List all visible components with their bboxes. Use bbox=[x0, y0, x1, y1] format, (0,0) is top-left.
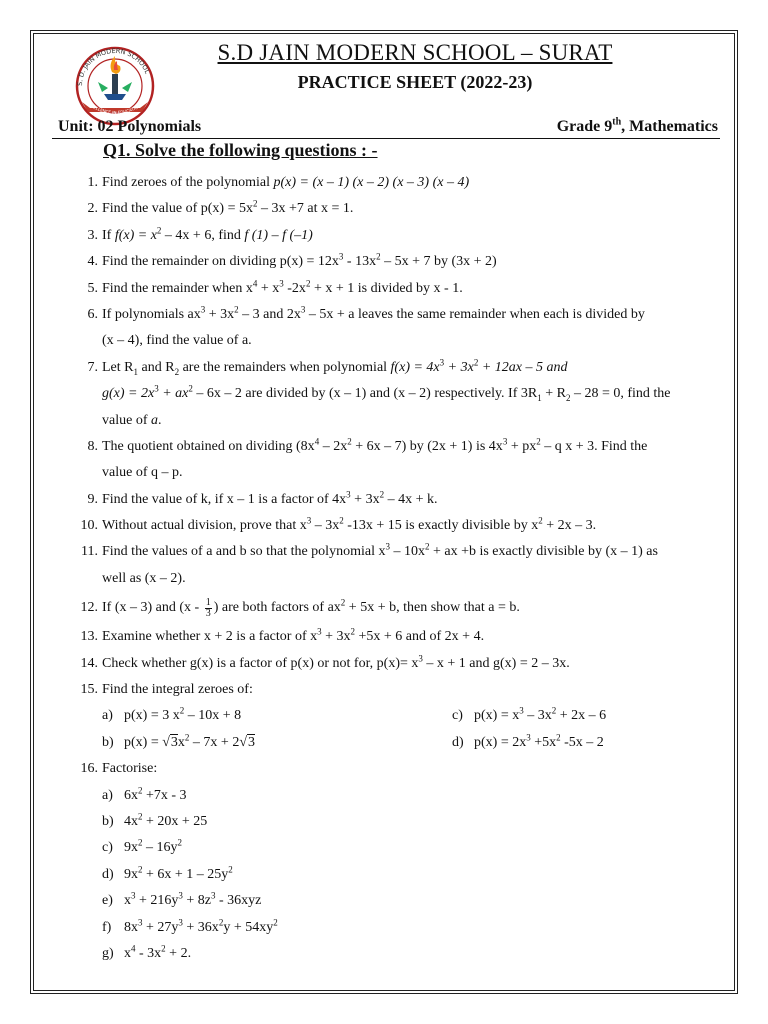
question-7: 7. Let $R_1$ and $R_2$ are the remainders when polynomial $f(x) = 4x^3 + 3x^2 + 12ax - 5$ and bbox=[87, 357, 568, 377]
question-6: 6. If polynomials $ax^3 + 3x^2 - 3$ and $2x^3 - 5x + a$ leaves the same remainder when each is divided by bbox=[87, 304, 645, 322]
question-16-c: c) $9x^2 - 16y^2$ bbox=[102, 837, 182, 856]
sheet-title: PRACTICE SHEET (2022-23) bbox=[297, 72, 533, 92]
school-logo bbox=[68, 42, 162, 128]
question-15-row-ac: a) p(x) = 3 $x^2 - 10x + 8$ c) $p(x) = x^3 - 3x^2 + 2x - 6$ bbox=[102, 705, 607, 724]
question-11: 11. Find the values of a and b so that the polynomial $x^3 - 10x^2$ + ax +b is exactly divisible by (x – 1) as bbox=[81, 541, 658, 560]
question-11-cont: well as (x – 2). bbox=[102, 570, 186, 586]
question-15-row-bd: b) $p(x) = √3x^2 - 7x + 2√3$ d) $p(x) = 2x^3 +5x^2$ -5x – 2 bbox=[102, 732, 604, 750]
grade-label: Grade 9th, Mathematics bbox=[556, 116, 718, 135]
question-16-f: f) $8x^3 + 27y^3 + 36x^2y + 54xy^2$ bbox=[102, 916, 278, 935]
school-name: S.D JAIN MODERN SCHOOL – SURAT bbox=[217, 40, 613, 65]
question-12: 12. If (x – 3) and (x - $\frac{1}{3}$ ) are both factors of $ax^2 + 5x + b$, then show that a = b. bbox=[80, 596, 520, 619]
question-8-cont: value of q – p. bbox=[102, 465, 183, 481]
question-2: 2. Find the value of $p(x) = 5x^2 - 3x +7$ at x = 1. bbox=[87, 198, 354, 217]
question-10: 10. Without actual division, prove that $x^3 - 3x^2$ -13x + 15 is exactly divisible by $x^2 + 2x - 3$. bbox=[80, 515, 597, 534]
header-divider bbox=[52, 138, 720, 139]
question-15: 15. Find the integral zeroes of: bbox=[80, 682, 253, 698]
question-9: 9. Find the value of k, if x – 1 is a factor of $4x^3 + 3x^2 - 4x + k$. bbox=[87, 489, 438, 507]
svg-text:S. D. JAIN MODERN SCHOOL: S. D. JAIN MODERN SCHOOL bbox=[75, 46, 152, 87]
question-8: 8. The quotient obtained on dividing $(8x^4 - 2x^2 + 6x - 7)$ by (2x + 1) is $4x^3 + px^2 - q$ x + 3. Find the bbox=[87, 436, 648, 454]
question-7-cont: $g(x) = 2x^3 + ax^2 - 6x - 2$ are divided by (x – 1) and (x – 2) respectively. If $3R_1 + R_2 - 28 = 0$, find the bbox=[102, 383, 671, 403]
question-16-a: a) $6x^2 +7x - 3$ bbox=[102, 784, 187, 803]
unit-label: Unit: 02 Polynomials bbox=[58, 118, 202, 135]
question-6-cont: (x – 4), find the value of a. bbox=[102, 333, 252, 349]
question-5: 5. Find the remainder when $x^4 + x^3$ $-2x^2 + x + 1$ is divided by x - 1. bbox=[87, 277, 463, 296]
question-list bbox=[74, 170, 724, 967]
question-7-cont2: value of a. bbox=[102, 412, 162, 428]
question-1: 1. Find zeroes of the polynomial p(x) = (x – 1) (x – 2) (x – 3) (x – 4) bbox=[87, 175, 470, 190]
question-16-g: g) $x^4 - 3x^2 + 2$. bbox=[102, 943, 192, 961]
question-16-d: d) $9x^2 + 6x + 1 - 25y^2$ bbox=[102, 864, 233, 882]
question-16-b: b) $4x^2 + 20x + 25$ bbox=[102, 811, 208, 829]
question-13: 13. Examine whether x + 2 is a factor of $x^3 + 3x^2 +5x + 6$ and of 2x + 4. bbox=[80, 626, 485, 645]
question-14: 14. Check whether g(x) is a factor of p(x) or not for, $p(x)= x^3 - x + 1$ and g(x) = 2 – 3x. bbox=[80, 652, 570, 671]
fraction-one-third: $\frac{1}{3}$ bbox=[205, 596, 211, 619]
section-title: Q1. Solve the following questions : - bbox=[103, 140, 378, 160]
question-3: 3. If $f(x) = x^2 - 4x + 6$, find f (1) – f (–1) bbox=[87, 225, 313, 243]
question-16: 16. Factorise: bbox=[80, 761, 158, 777]
question-16-e: e) $x^3 + 216y^3 + 8z^3 - 36xyz$ bbox=[102, 890, 262, 909]
question-4: 4. Find the remainder on dividing $p(x) = 12x^3 - 13x^2 - 5x + 7$ by (3x + 2) bbox=[87, 251, 497, 270]
svg-text:EXCELLENCE IN EDUCATION: EXCELLENCE IN EDUCATION bbox=[85, 100, 142, 116]
